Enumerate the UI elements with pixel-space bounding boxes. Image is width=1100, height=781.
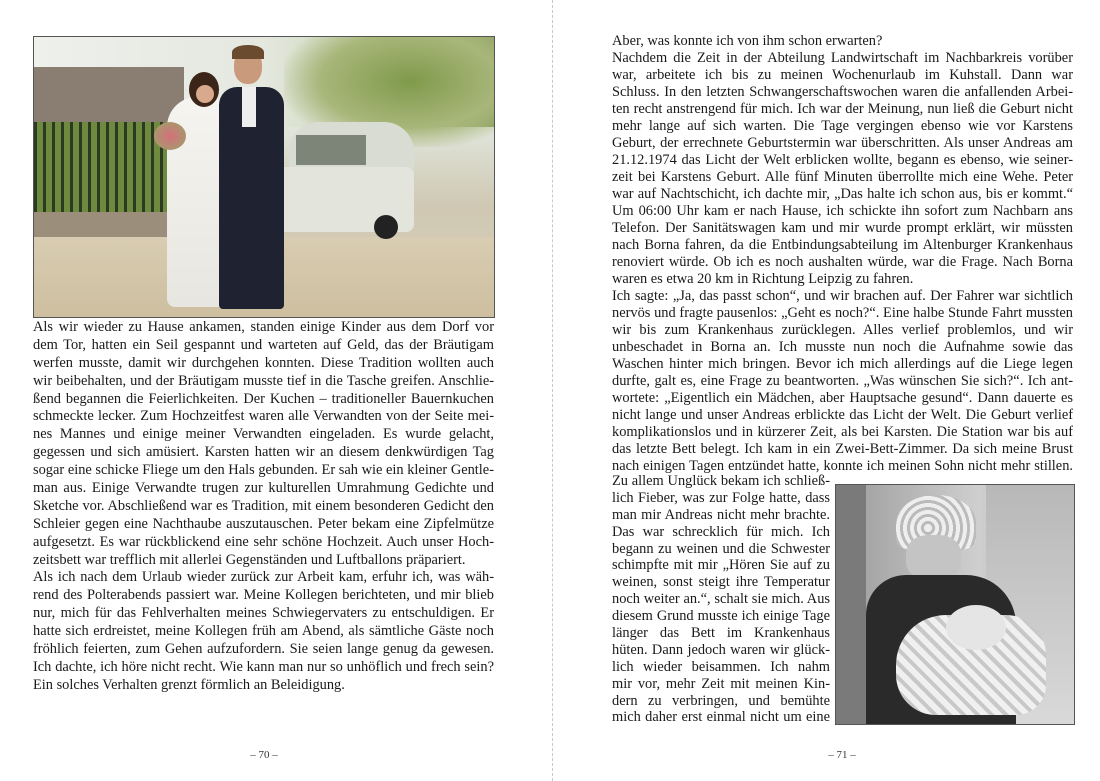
text-line: lich wieder beisammen. Ich nahm	[612, 658, 830, 675]
text-line: zeit bei Karstens Geburt. Alle fünf Minuten überrollte mich eine Wehe. Peter	[612, 169, 1073, 185]
text-line: Aber, was konnte ich von ihm schon erwarten?	[612, 33, 883, 49]
page-number-71: – 71 –	[828, 749, 856, 761]
text-line: nervös und fragte pausenlos: „Geht es noch?“. Eine halbe Stunde Fahrt mussten	[612, 305, 1073, 321]
text-line: wir beibehalten, und der Bräutigam musste tief in die Tasche greifen. Anschlie-	[33, 372, 494, 389]
text-line: 21.12.1974 das Licht der Welt erblicken wollte, begann es ebenso, wie seiner-	[612, 152, 1073, 168]
text-line: Um 06:00 Uhr kam er nach Hause, ich schickte ihn sofort zum Nachbarn ans	[612, 203, 1073, 219]
text-line: mich daher erst einmal nicht um eine	[612, 709, 830, 726]
text-line: mir vor, mehr Zeit mit meinen Kin-	[612, 675, 830, 692]
text-line: waren es etwa 20 km in Richtung Leipzig zu fahren.	[612, 271, 914, 287]
text-line: diesem Grund musste ich einige Tage	[612, 608, 830, 625]
text-line: sogar eine schicke Fliege um den Hals gebunden. Er sah wie ein kleiner Gentle-	[33, 462, 494, 479]
text-line: zeitsbett war trefflich mit allerlei Gegenständen und Luftballons präpariert.	[33, 551, 466, 568]
text-line: begann zu weinen und die Schwester	[612, 540, 830, 557]
text-line: Ein solches Verhalten grenzt förmlich an Beleidigung.	[33, 676, 345, 693]
text-line: nicht lange und unser Andreas erblickte das Licht der Welt. Die Geburt verlief	[612, 407, 1073, 423]
text-line: dern zu verbringen, und bemühte	[612, 692, 830, 709]
text-line: fröhlich feierten, zum Gehen aufzufordern. Sie seien lange genug da gewesen.	[33, 641, 494, 658]
text-line: mehr lange auf sich warten. Die Tage vergingen ebenso wie vor Karstens	[612, 118, 1073, 134]
text-line: Das war schrecklich für mich. Ich	[612, 523, 830, 540]
text-line: man mir Andreas nicht mehr brachte.	[612, 506, 830, 523]
right-page-body-text	[612, 33, 1073, 475]
text-line: lich Fieber, was zur Folge hatte, dass	[612, 489, 830, 506]
wedding-photo	[33, 36, 495, 318]
text-line: hüten. Dann jedoch waren wir glück-	[612, 641, 830, 658]
text-line: wortete: „Eigentlich ein Mädchen, aber Hauptsache gesund“. Dann dauerte es	[612, 390, 1073, 406]
text-line: nach Borna fahren, da die Entbindungsabteilung im Altenburger Krankenhaus	[612, 237, 1073, 253]
text-line: war auf Nachtschicht, ich dachte mir, „Das halte ich schon aus, bis er kommt.“	[612, 186, 1073, 202]
text-line: ßend begannen die Feierlichkeiten. Der Kuchen – traditioneller Bauernkuchen	[33, 390, 494, 407]
text-line: aufgesetzt. Es war rückblickend eine sehr schöne Hochzeit. Auch unser Hoch-	[33, 533, 494, 550]
text-line: weinen, sonst steigt ihre Temperatur	[612, 574, 830, 591]
text-line: Geburt, der errechnete Geburtstermin war überschritten. Als unser Andreas am	[612, 135, 1073, 151]
text-line: Schleier gegen eine Nachthaube auszutauschen. Peter bekam eine Zipfelmütze	[33, 515, 494, 532]
text-line: Als ich nach dem Urlaub wieder zurück zur Arbeit kam, erfuhr ich, was wäh-	[33, 569, 494, 586]
text-line: unbeschadet in Borna an. Ich musste nun noch die Aufnahme sowie das	[612, 339, 1073, 355]
text-line: gegessen und sich amüsiert. Karsten hatten wir an diesem denkwürdigen Tag	[33, 444, 494, 461]
text-line: das letzte Bett belegt. Ich kam in ein Zwei-Bett-Zimmer. Da sich meine Brust	[612, 441, 1073, 457]
text-line: Zu allem Unglück bekam ich schließ-	[612, 473, 830, 489]
text-line: ten recht anstrengend für mich. Ich war der Meinung, nun ließ die Geburt nicht	[612, 101, 1073, 117]
text-line: war, arbeitete ich bis zu meinen Wochenurlaub im Kuhstall. Dann war	[612, 67, 1073, 83]
text-line: renoviert würde. Ob ich es noch aushalten würde, war die Frage. Nach Borna	[612, 254, 1073, 270]
text-line: schimpfte mit mir „Hören Sie auf zu	[612, 557, 830, 574]
text-line: Als wir wieder zu Hause ankamen, standen einige Kinder aus dem Dorf vor	[33, 319, 494, 335]
text-line: dem Tor, hatten ein Seil gespannt und warteten auf Geld, das der Bräutigam	[33, 336, 494, 353]
text-line: wir bis zum Krankenhaus zurücklegen. Alles verlief problemlos, und wir	[612, 322, 1073, 338]
text-line: nes Mannes und einige meiner Verwandten eingeladen. Es wurde gelacht,	[33, 426, 494, 443]
text-line: Telefon. Der Sanitätswagen kam und mir wurde prompt erklärt, wir müssten	[612, 220, 1073, 236]
text-line: Ich dachte, ich höre nicht recht. Wie kann man nur so unhöflich und frech sein?	[33, 658, 494, 675]
text-line: durfte, galt es, eine Frage zu beantworten. „Was wünschen Sie sich?“. Ich ant-	[612, 373, 1073, 389]
text-line: nur, mich für das Fehlverhalten meines Schwiegervaters zu entschuldigen. Er	[33, 605, 494, 622]
left-page-body-text	[33, 319, 494, 695]
page-number-70: – 70 –	[250, 749, 278, 761]
text-line: Waschen hinter mich bringen. Bevor ich mich allerdings auf die Liege legen	[612, 356, 1073, 372]
text-line: länger das Bett im Krankenhaus	[612, 625, 830, 642]
text-line: rend des Polterabends passiert war. Meine Kollegen berichteten, und mir blieb	[33, 587, 494, 604]
right-page-wrapped-text	[612, 473, 830, 726]
text-line: Sketche vor. Abschließend war es Tradition, mit einem besonderen Gedicht den	[33, 497, 494, 514]
text-line: noch weiter an.“, schalt sie mich. Aus	[612, 591, 830, 608]
text-line: komplikationslos und in kürzerer Zeit, als bei Karsten. Die Station war bis auf	[612, 424, 1073, 440]
text-line: Nachdem die Zeit in der Abteilung Landwirtschaft im Nachbarkreis vorüber	[612, 50, 1073, 66]
text-line: werfen musste, damit wir durchgehen konnten. Diese Tradition wollten auch	[33, 354, 494, 371]
mother-with-baby-photo	[835, 484, 1075, 725]
text-line: schmeckte lecker. Zum Hochzeitfest waren alle Verwandten von der Seite mei-	[33, 408, 494, 425]
text-line: man aus. Einige Verwandte trugen zur kulturellen Umrahmung Gedichte und	[33, 480, 494, 497]
text-line: nach einigen Tagen entzündet hatte, konnte ich meinen Sohn nicht mehr stillen.	[612, 458, 1073, 474]
text-line: Schluss. In den letzten Schwangerschaftswochen waren die anfallenden Arbei-	[612, 84, 1073, 100]
text-line: hatte sich erdreistet, meine Kollegen früh am Abend, als sämtliche Gäste noch	[33, 623, 494, 640]
text-line: Ich sagte: „Ja, das passt schon“, und wir brachen auf. Der Fahrer war sichtlich	[612, 288, 1073, 304]
